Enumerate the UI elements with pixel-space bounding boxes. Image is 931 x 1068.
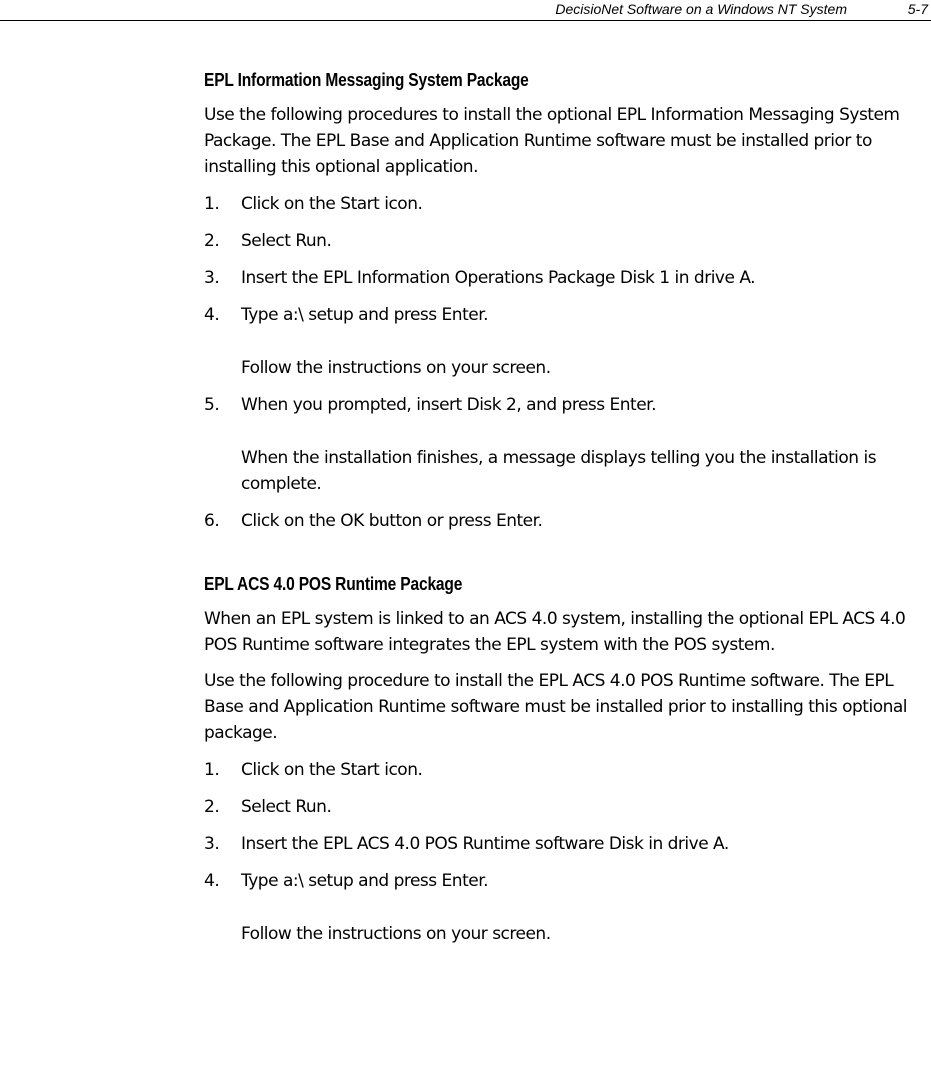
step-text: Select Run. [241, 797, 332, 817]
page-content [204, 68, 924, 947]
step-text: Type a:\ setup and press Enter. [241, 871, 489, 891]
step-text: Type a:\ setup and press Enter. [241, 305, 489, 325]
step-item [204, 392, 924, 497]
step-item [204, 191, 924, 217]
running-header [0, 0, 931, 21]
step-number: 2. [204, 231, 220, 251]
step-item [204, 265, 924, 291]
step-note: When the installation finishes, a message displays telling you the installation is complete. [241, 448, 877, 494]
step-note: Follow the instructions on your screen. [241, 358, 551, 378]
step-number: 5. [204, 395, 220, 415]
step-item [204, 794, 924, 820]
step-number: 3. [204, 268, 220, 288]
step-text: When you prompted, insert Disk 2, and press Enter. [241, 395, 656, 415]
step-number: 3. [204, 834, 220, 854]
steps-list-pos [204, 757, 924, 947]
paragraph-ims-intro: Use the following procedures to install the optional EPL Information Messaging System Package. The EPL Base and Application Runtime software must be installed prior to installing this optional application. [204, 105, 900, 177]
step-note: Follow the instructions on your screen. [241, 924, 551, 944]
step-number: 1. [204, 760, 220, 780]
step-item [204, 508, 924, 534]
step-number: 4. [204, 871, 220, 891]
step-text: Insert the EPL ACS 4.0 POS Runtime software Disk in drive A. [241, 834, 729, 854]
section-heading-epl-acs-pos-runtime: EPL ACS 4.0 POS Runtime Package [204, 573, 463, 594]
step-item [204, 228, 924, 254]
step-number: 4. [204, 305, 220, 325]
step-text: Click on the Start icon. [241, 760, 423, 780]
paragraph-pos-intro: When an EPL system is linked to an ACS 4.0 system, installing the optional EPL ACS 4.0 POS Runtime software integrates the EPL system with the POS system. [204, 609, 906, 655]
step-number: 2. [204, 797, 220, 817]
step-number: 1. [204, 194, 220, 214]
paragraph-pos-procedure: Use the following procedure to install the EPL ACS 4.0 POS Runtime software. The EPL Base and Application Runtime software must be installed prior to installing this optional package. [204, 671, 908, 743]
step-item [204, 868, 924, 947]
step-text: Insert the EPL Information Operations Package Disk 1 in drive A. [241, 268, 756, 288]
section-heading-epl-information-messaging: EPL Information Messaging System Package [204, 69, 529, 90]
step-text: Select Run. [241, 231, 332, 251]
page-number: 5-7 [907, 1, 928, 17]
step-text: Click on the Start icon. [241, 194, 423, 214]
step-number: 6. [204, 511, 220, 531]
step-item [204, 302, 924, 381]
steps-list-ims [204, 191, 924, 534]
step-item [204, 831, 924, 857]
header-title: DecisioNet Software on a Windows NT System [555, 1, 847, 17]
step-text: Click on the OK button or press Enter. [241, 511, 543, 531]
step-item [204, 757, 924, 783]
